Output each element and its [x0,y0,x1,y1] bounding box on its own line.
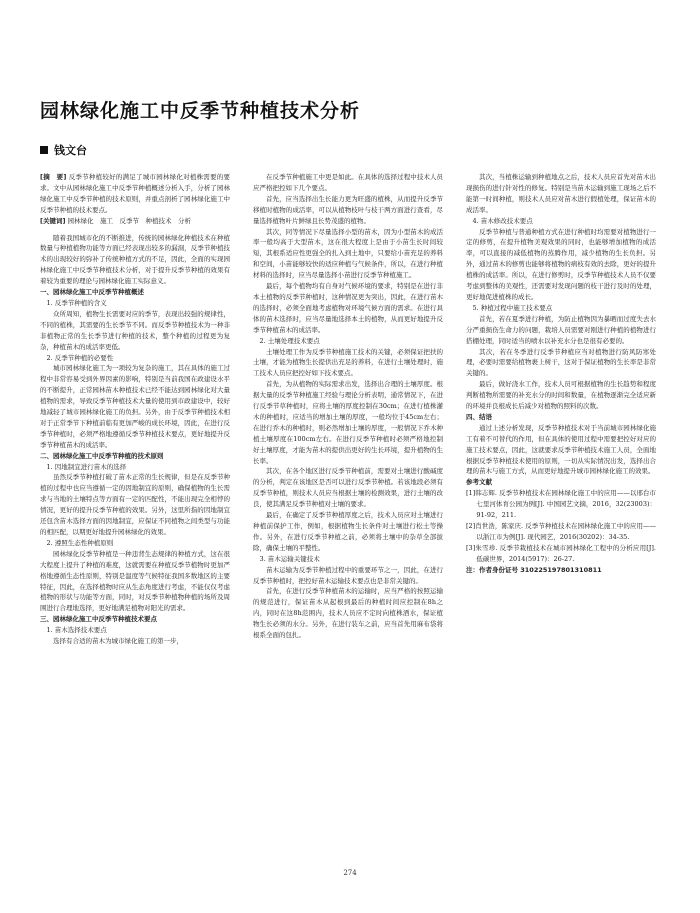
body-paragraph: 其次，在各个地区进行反季节种植前，需要对土壤进行酸碱度的分析，判定在该地区是否可以进行反季节种植。若该地段必须有反季节种植，则技术人员应当根据土壤的检测效果，进行土壤的改良，使其满足反季节种植对土壤的要求。 [253,467,443,509]
column-middle-body [253,172,443,641]
section-heading: 注：作者身份证号 310225197801310811 [466,565,602,574]
body-paragraph: 首先，为从植物的实际需求出发，选择出合理的土壤厚度。根据大量的反季节种植施工经验与理论分析表明，通常情况下，在进行反季节草种植时，应将土壤的厚度控制在30cm；在进行植株灌木的种植时，应适当的增加土壤的厚度，一般均位于45cm左右；在进行乔木的种植时，则必然增加土壤的厚度，一般情况下乔木种植土壤厚度在100cm左右。在进行反季节种植时必须严格地控制好土壤厚度，才能为苗木的提供出更好的生长环境，提升植物的生长率。 [253,380,443,465]
body-paragraph: 众所周知，植物生长需要对应的季节，表现出较强的规律性，不同的植株，其需要的生长季节不同。而反季节种植技术为一种非非植物正常的生长季节进行种植的技术，整个种植的过程更为复杂，种植苗木的成活率更低。 [40,309,230,351]
body-paragraph: 其次，若在冬季进行反季节种植应当对植物进行防风防寒处理，必要时需要给植物裹上树干，这对于保证植物的生长率是非常关键的。 [466,347,656,378]
column-left-body [40,233,230,647]
section-heading: 三、园林绿化施工中反季节种植技术要点 [40,615,157,624]
body-paragraph: 最后，在确定了反季节种植厚度之后，技术人员应对土壤进行种植前保护工作，例如，根据植物生长条件对土壤进行松土等操作。另外，在进行反季节种植之前，必须将土壤中的杂草全部拔除，确保土壤的平整性。 [253,511,443,552]
subsection-heading: 2. 土壤处理技术要点 [259,336,320,345]
reference-item [466,521,656,543]
body-paragraph: 土壤处理工作为反季节种植施工技术的关键，必须保证把扶的土壤，才能为植物生长提供出充足的养料，在进行土壤处理时，施工技术人员应把控好如下技术要点。 [253,347,443,378]
reference-item [466,543,656,565]
body-paragraph: 首先，应当选择出生长能力更为旺盛的植株，从而提升反季节移植时植物的成活率，可以从植物枝叶与枝干两方面进行查看，尽量选择植物叶片鲜绿且长势茂盛的植物。 [253,194,443,225]
keywords-label: [关键词] [40,216,66,225]
body-paragraph: 苗木运输为反季节种植过程中的重要环节之一，因此，在进行反季节种植时，把控好苗木运输技术要点也是非常关键的。 [253,565,443,585]
subsection-heading: 3. 苗木运输关键技术 [259,554,320,563]
body-paragraph: 在反季节种植施工中更是如此。在具体的选择过程中技术人员应严格把控如下几个要点。 [253,173,443,192]
author-line [40,142,87,158]
body-paragraph: 其次，当植株运输到种植地点之后，技术人员应首先对苗木出现损伤的进行针对性的修复。特别是当苗木运输到施工现场之后不能第一时间种植，则技术人员应对苗木进行假植处理，保证苗木的成活率。 [466,173,656,214]
reference-number: [1] [466,489,476,498]
body-paragraph: 最后，每个植物均有自身对气候环境的要求，特别是在进行非本土植物的反季节种植时，这种情况更为突出，因此，在进行苗木的选择时，必须全面地考虑植物对环境气候方面的需求。在进行具体的苗木选择时，应当尽量地选择本土的植物，从而更好地提升反季节种植苗木的成活率。 [253,282,443,334]
body-paragraph: 园林绿化反季节种植是一种违背生态规律的种植方式，这在很大程度上提升了种植的难度，这就需要在种植反季节植物时更加严格地遵循生态性原则，特别是温度等气候特征我国多数地区的主要特征，因此，在选择植物时应从生态角度进行考虑，不能仅仅考虑植物的形状与功能等方面，同时，对反季节种植物种植的场所及周围进行合理地选择，更好地满足植物对阳光的需求。 [40,549,230,613]
body-paragraph: 首先，在进行反季节种植苗木的运输时，应当严格的按照运输的规范进行，保证苗木从起根到最后的种植时间应控制在8h之内，同时在这8h范围内，技术人员应不定时向植株洒水，保证植物生长必须的水分。另外，在进行装车之前，应当首先用麻布袋将根系全面的包扎。 [253,587,443,640]
subsection-heading: 2. 反季节种植的必要性 [46,353,114,362]
column-right-body [466,172,656,576]
body-paragraph: 随着我国城市化的不断推进，传统的园林绿化种植技术在种植数量与种植植物功能等方面已经表现出较多的漏洞，反季节种植技术的出现较好的弥补了传统种植方式的不足，因此，全面的实现园林绿化施工中反季节种植技术分析，对于提升反季节种植的效果有着较为重要的理论与园林绿化施工实际意义。 [40,233,230,286]
body-paragraph: 首先，若在夏季进行种植，为防止植物因为暴晒而过度失去水分严重损伤生命力的问题，栽培人员需要对刚进行种植的植物进行搭棚处理，同时适当的喷水以补充水分也是很有必要的。 [466,314,656,345]
keywords-text: 园林绿化 施工 反季节 种植技术 分析 [67,216,192,225]
subsection-heading: 4. 苗木修改技术要点 [472,216,533,225]
article-title: 园林绿化施工中反季节种植技术分析 [40,100,361,122]
reference-number: [2] [466,522,476,530]
page-number: 274 [343,869,357,877]
abstract [40,172,230,216]
author-name: 钱文台 [54,144,87,157]
section-heading: 二、园林绿化施工中反季节种植的技术原则 [40,451,164,460]
abstract-text: 反季节种植较好的满足了城市园林绿化对植株需要的要求。文中从园林绿化施工中反季节种植概述分析入手，分析了园林绿化施工中反季节种植的技术原则，并重点剖析了园林绿化施工中反季节种植的技术要点。 [40,173,231,214]
body-paragraph: 城市园林绿化施工为一项较为复杂的施工，其在具体的施工过程中非常容易受到外界因素的影响，特别是当前我国在政建设水平的不断提升，正常园林苗木种植技术已经不能达到园林绿化对大量植物的需求，导致反季节种植技术大量的使用到市政建设中，较好地减轻了城市园林绿化施工的负担。另外，由于反季节种植技术相对于正常季节下种植前临有更加严峻的成长环境，因此，在进行反季节种植时，必须严格地遵循反季节种植技术要点，更好地提升反季节种植苗木的成活率。 [40,364,230,449]
subsection-heading: 1. 反季节种植的含义 [46,298,107,307]
body-paragraph: 通过上述分析发现，反季节种植技术对于当前城市园林绿化施工有着不可替代的作用，但在具体的使用过程中需要把控好对应的施工技术要点，因此，这就要求反季节种植技术施工人员，全面地根据反季节种植技术使用的原则，一切从实际情况出发，选择出合理的苗木与施工方式，从而更好地提升城市园林绿化施工的效果。 [466,423,656,476]
abstract-label: [摘 要] [40,173,67,181]
body-paragraph: 最后，做好浇水工作，技术人员可根据植物的生长趋势和程度判断植物所需要的补充水分的时间和数量，在植物逐渐完全适应新的环境并良根成长后减少对植物的照料的次数。 [466,380,656,411]
reference-text: 韩志辉. 反季节种植技术在园林绿化施工中的应用——以邢台市七里河体育公园为例[J]. 中国园艺文摘，2016，32(23003)：91-92，211. [475,489,656,520]
subsection-heading: 1. 因地制宜进行苗木的选择 [46,462,127,471]
section-heading: 四、结语 [466,412,492,421]
body-paragraph: 虽然反季节种植打破了苗木正常的生长规律，但是在反季节种植的过程中也应当遵循一定的因地制宜的原则，确保植物的生长需求与当地的土壤特点等方面有一定的匹配性，不能出现完全相悖的情况，更好的提升反季节种植的效果。另外，这里所指的因地制宜还包含苗木选择方面的因地制宜，应保证不同植物之间类型与功能的相匹配，以期更好地提升园林绿化的效果。 [40,473,230,536]
square-bullet-icon [40,146,48,154]
body-paragraph: 其次，同等情况下尽量选择小型的苗木，因为小型苗木的成活率一般均高于大型苗木，这在很大程度上是由于小苗生长时间较短，其根系适应性更强全的扎入到土地中，只要给小苗充足的养料和空间，小苗能够较快的适应种植与气候条件，所以，在进行种植材料的选择时，应当尽量选择小苗进行反季节种植施工。 [253,227,443,280]
subsection-heading: 2. 遵照生态性种植原则 [46,538,114,547]
body-paragraph: 选择有合适的苗木为城市绿化施工的第一步， [53,637,183,646]
section-heading: 一、园林绿化施工中反季节种植概述 [40,288,144,297]
reference-text: 朱雪珍. 反季节栽植技术在城市园林绿化工程中的分析应用[J]. 低碳世界，2014(5917)：26-27. [475,543,656,563]
reference-item [466,488,656,521]
column-right [466,172,656,576]
column-left [40,172,230,647]
reference-text: 肖世浩，陈家庆. 反季节种植技术在园林绿化施工中的应用——以浙江市为例[J]. 现代园艺，2016(30202)：34-35. [475,522,656,541]
section-heading: 参考文献 [466,478,492,487]
body-paragraph: 反季节种植与普通种植方式在进行种植时均需要对植物进行一定的修剪，在提升植物美观效果的同时，也能够增加植物的成活率，可以直接的减低植物的蒸腾作用，减少植物的生长负担。另外，通过苗木的修剪也能够将植物的病枝有效的去除，更好的提升植株的成活率。所以，在进行修剪时，反季节种植技术人员不仅要考虑到整体的美观性，还需要对发现问题的枝干进行及时的处理，更好地促进植株的成长。 [466,227,656,301]
column-middle [253,172,443,641]
keywords [40,216,230,227]
subsection-heading: 5. 种植过程中施工技术要点 [472,303,553,312]
subsection-heading: 1. 苗木选择技术要点 [46,626,107,635]
reference-number: [3] [466,543,476,552]
